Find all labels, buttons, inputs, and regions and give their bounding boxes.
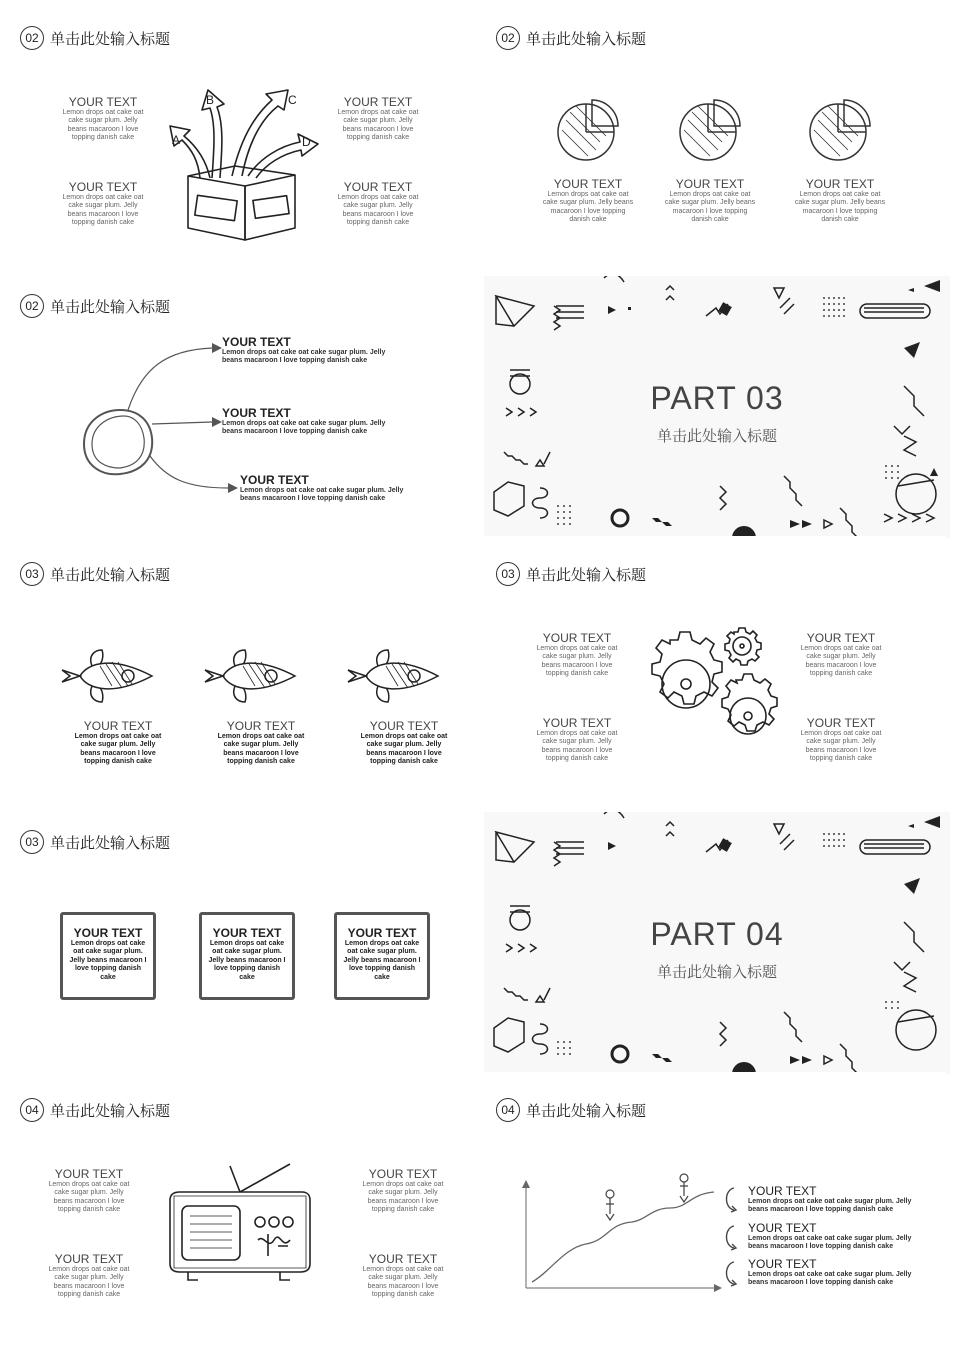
slide-header — [20, 294, 170, 318]
section-number: 03 — [20, 830, 44, 854]
text-block — [44, 1168, 134, 1215]
bracket-arrow-icon — [722, 1186, 738, 1214]
part-title: PART 03 — [650, 380, 784, 416]
pie-sketch-icon — [556, 96, 622, 162]
slide-2 — [476, 0, 946, 262]
block-body: Lemon drops oat cake oat cake sugar plum. Jelly beans macaroon I love topping danish cake — [664, 191, 756, 224]
block-heading: YOUR TEXT — [805, 177, 875, 191]
text-block — [343, 927, 421, 982]
text-block — [333, 96, 423, 143]
block-heading: YOUR TEXT — [222, 406, 291, 420]
text-block — [542, 178, 634, 225]
section-number: 02 — [496, 26, 520, 50]
block-body: Lemon drops oat cake oat cake sugar plum. Jelly beans macaroon I love topping danish cake — [343, 940, 421, 981]
slide-header — [496, 562, 646, 586]
pie-sketch-icon — [678, 96, 744, 162]
block-heading: YOUR TEXT — [240, 473, 309, 487]
slide-title: 单击此处输入标题 — [526, 565, 647, 584]
text-block — [208, 927, 286, 982]
slide-header — [20, 562, 170, 586]
block-heading: YOUR TEXT — [748, 1257, 817, 1271]
text-block — [58, 181, 148, 228]
slide-title: 单击此处输入标题 — [50, 565, 171, 584]
text-block — [72, 720, 164, 767]
block-body: Lemon drops oat cake oat cake sugar plum. Jelly beans macaroon I love topping danish cake — [800, 645, 882, 678]
part-title-group — [484, 380, 950, 446]
text-block — [796, 632, 886, 679]
block-body: Lemon drops oat cake oat cake sugar plum. Jelly beans macaroon I love topping danish cake — [74, 733, 162, 766]
rocket-sketch-icon — [344, 646, 440, 706]
slide-3 — [0, 268, 470, 530]
block-body: Lemon drops oat cake oat cake sugar plum. Jelly beans macaroon I love topping danish cake — [536, 645, 618, 678]
rocket-sketch-icon — [58, 646, 154, 706]
text-frame — [60, 912, 156, 1000]
block-heading: YOUR TEXT — [553, 177, 623, 191]
text-block — [748, 1222, 928, 1252]
block-body: Lemon drops oat cake oat cake sugar plum. Jelly beans macaroon I love topping danish cake — [222, 349, 386, 365]
part-title-group — [484, 916, 950, 982]
slide-title: 单击此处输入标题 — [50, 1101, 171, 1120]
rocket-sketch-icon — [201, 646, 297, 706]
slide-title: 单击此处输入标题 — [526, 29, 647, 48]
slide-5 — [0, 536, 470, 798]
growth-curve-illustration — [520, 1172, 720, 1292]
bracket-arrow-icon — [722, 1260, 738, 1288]
block-body: Lemon drops oat cake oat cake sugar plum. Jelly beans macaroon I love topping danish cake — [748, 1198, 912, 1214]
slide-6 — [476, 536, 946, 798]
block-body: Lemon drops oat cake oat cake sugar plum. Jelly beans macaroon I love topping danish cake — [337, 194, 419, 227]
block-body: Lemon drops oat cake oat cake sugar plum. Jelly beans macaroon I love topping danish cake — [337, 109, 419, 142]
text-block — [358, 720, 450, 767]
block-body: Lemon drops oat cake oat cake sugar plum. Jelly beans macaroon I love topping danish cake — [48, 1266, 130, 1299]
text-block — [358, 1253, 448, 1300]
text-frame — [334, 912, 430, 1000]
block-heading: YOUR TEXT — [748, 1184, 817, 1198]
arrow-label: B — [206, 93, 215, 107]
block-body: Lemon drops oat cake oat cake sugar plum. Jelly beans macaroon I love topping danish cake — [536, 730, 618, 763]
section-number: 03 — [20, 562, 44, 586]
text-block — [532, 632, 622, 679]
section-number: 03 — [496, 562, 520, 586]
text-block — [358, 1168, 448, 1215]
text-block — [333, 181, 423, 228]
text-block — [796, 717, 886, 764]
slide-header — [496, 1098, 646, 1122]
block-body: Lemon drops oat cake oat cake sugar plum. Jelly beans macaroon I love topping danish cake — [62, 109, 144, 142]
block-body: Lemon drops oat cake oat cake sugar plum. Jelly beans macaroon I love topping danish cake — [748, 1235, 912, 1251]
text-block — [664, 178, 756, 225]
text-block — [215, 720, 307, 767]
block-heading: YOUR TEXT — [806, 631, 876, 645]
block-body: Lemon drops oat cake oat cake sugar plum. Jelly beans macaroon I love topping danish cake — [360, 733, 448, 766]
block-body: Lemon drops oat cake oat cake sugar plum. Jelly beans macaroon I love topping danish cake — [62, 194, 144, 227]
text-block — [58, 96, 148, 143]
block-heading: YOUR TEXT — [748, 1221, 817, 1235]
block-heading: YOUR TEXT — [83, 719, 153, 733]
block-heading: YOUR TEXT — [226, 719, 296, 733]
text-frame — [199, 912, 295, 1000]
box-arrows-illustration — [160, 80, 335, 250]
slide-7 — [0, 804, 470, 1066]
part-subtitle: 单击此处输入标题 — [656, 427, 777, 445]
block-body: Lemon drops oat cake oat cake sugar plum. Jelly beans macaroon I love topping danish cake — [794, 191, 886, 224]
section-number: 04 — [496, 1098, 520, 1122]
block-body: Lemon drops oat cake oat cake sugar plum. Jelly beans macaroon I love topping danish cake — [69, 940, 147, 981]
block-heading: YOUR TEXT — [368, 1252, 438, 1266]
block-body: Lemon drops oat cake oat cake sugar plum. Jelly beans macaroon I love topping danish cake — [800, 730, 882, 763]
block-heading: YOUR TEXT — [675, 177, 745, 191]
slide-header — [20, 830, 170, 854]
slide-10 — [476, 1072, 946, 1334]
block-heading: YOUR TEXT — [343, 95, 413, 109]
slide-8-part-divider — [484, 812, 950, 1074]
slide-1 — [0, 0, 470, 262]
text-block — [44, 1253, 134, 1300]
block-heading: YOUR TEXT — [54, 1252, 124, 1266]
gears-sketch-icon — [624, 626, 794, 756]
part-subtitle: 单击此处输入标题 — [656, 963, 777, 981]
block-heading: YOUR TEXT — [369, 719, 439, 733]
slide-header — [496, 26, 646, 50]
block-body: Lemon drops oat cake oat cake sugar plum. Jelly beans macaroon I love topping danish cake — [48, 1181, 130, 1214]
arrow-label: C — [288, 93, 297, 107]
block-heading: YOUR TEXT — [542, 631, 612, 645]
block-body: Lemon drops oat cake oat cake sugar plum. Jelly beans macaroon I love topping danish cake — [542, 191, 634, 224]
text-block — [748, 1185, 928, 1215]
part-title: PART 04 — [650, 916, 784, 952]
slide-header — [20, 1098, 170, 1122]
block-heading: YOUR TEXT — [368, 1167, 438, 1181]
bracket-arrow-icon — [722, 1224, 738, 1252]
block-heading: YOUR TEXT — [54, 1167, 124, 1181]
text-block — [532, 717, 622, 764]
block-body: Lemon drops oat cake oat cake sugar plum. Jelly beans macaroon I love topping danish cake — [217, 733, 305, 766]
text-block — [222, 407, 392, 437]
block-body: Lemon drops oat cake oat cake sugar plum. Jelly beans macaroon I love topping danish cake — [208, 940, 286, 981]
block-body: Lemon drops oat cake oat cake sugar plum. Jelly beans macaroon I love topping danish cake — [222, 420, 386, 436]
arrow-label: D — [302, 135, 311, 149]
block-heading: YOUR TEXT — [542, 716, 612, 730]
block-heading: YOUR TEXT — [347, 926, 417, 940]
section-number: 02 — [20, 294, 44, 318]
branch-diagram — [76, 338, 236, 498]
text-block — [240, 474, 410, 504]
block-heading: YOUR TEXT — [343, 180, 413, 194]
block-heading: YOUR TEXT — [222, 335, 291, 349]
pie-sketch-icon — [808, 96, 874, 162]
block-body: Lemon drops oat cake oat cake sugar plum. Jelly beans macaroon I love topping danish cake — [240, 487, 404, 503]
arrow-label: A — [172, 133, 181, 147]
block-body: Lemon drops oat cake oat cake sugar plum. Jelly beans macaroon I love topping danish cake — [362, 1266, 444, 1299]
block-heading: YOUR TEXT — [68, 180, 138, 194]
radio-sketch-icon — [160, 1160, 320, 1290]
block-body: Lemon drops oat cake oat cake sugar plum. Jelly beans macaroon I love topping danish cake — [748, 1271, 912, 1287]
block-heading: YOUR TEXT — [806, 716, 876, 730]
text-block — [222, 336, 392, 366]
slide-9 — [0, 1072, 470, 1334]
slide-title: 单击此处输入标题 — [526, 1101, 647, 1120]
slide-4-part-divider — [484, 276, 950, 538]
text-block — [794, 178, 886, 225]
block-heading: YOUR TEXT — [68, 95, 138, 109]
slide-title: 单击此处输入标题 — [50, 833, 171, 852]
text-block — [748, 1258, 928, 1288]
block-body: Lemon drops oat cake oat cake sugar plum. Jelly beans macaroon I love topping danish cake — [362, 1181, 444, 1214]
section-number: 04 — [20, 1098, 44, 1122]
slide-title: 单击此处输入标题 — [50, 29, 171, 48]
section-number: 02 — [20, 26, 44, 50]
slide-header — [20, 26, 170, 50]
text-block — [69, 927, 147, 982]
block-heading: YOUR TEXT — [212, 926, 282, 940]
slide-title: 单击此处输入标题 — [50, 297, 171, 316]
block-heading: YOUR TEXT — [73, 926, 143, 940]
